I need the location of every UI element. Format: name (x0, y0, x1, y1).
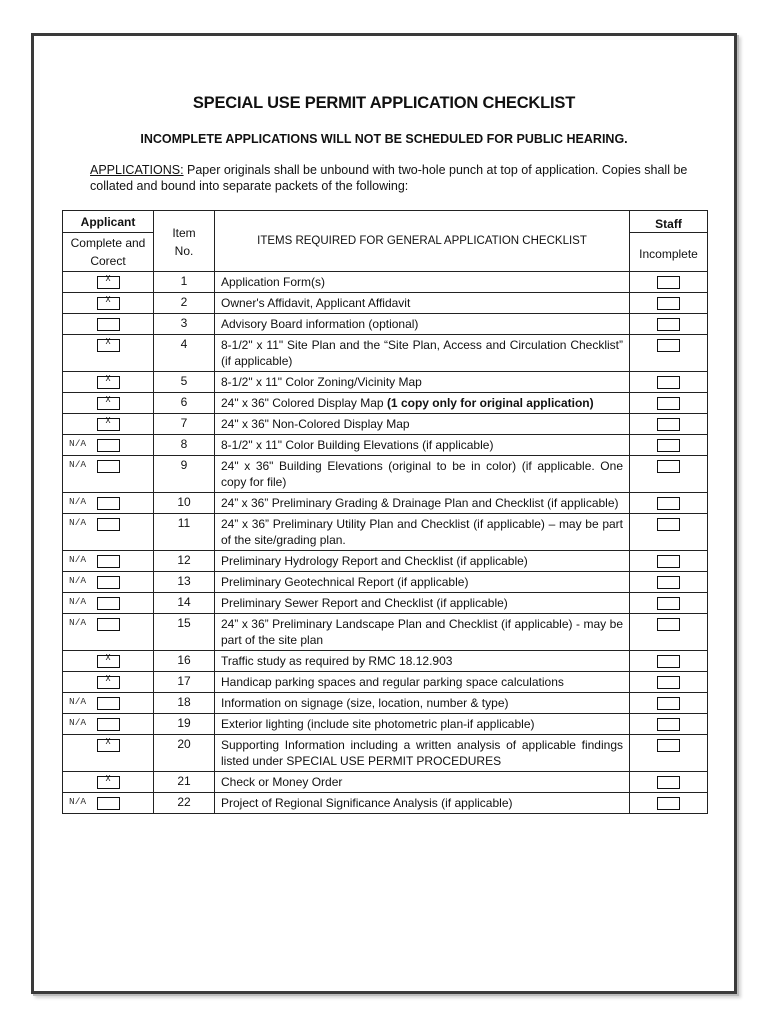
applicant-checkbox[interactable] (97, 376, 120, 389)
item-number: 6 (154, 393, 215, 414)
page-title: SPECIAL USE PERMIT APPLICATION CHECKLIST (192, 94, 576, 112)
staff-incomplete-cell (630, 314, 708, 335)
item-description-emphasis: (1 copy only for original application) (386, 396, 594, 410)
item-description (215, 551, 630, 572)
item-description-text: 8-1/2" x 11" Site Plan and the “Site Plan, Access and Circulation Checklist” (if applicable) (221, 338, 623, 368)
applications-text: Paper originals shall be unbound with two-hole punch at top of application. Copies shall be collated and bound into separate packets of the following: (90, 163, 688, 193)
not-applicable-label: N/A (69, 554, 87, 565)
staff-incomplete-checkbox[interactable] (657, 397, 680, 410)
staff-incomplete-checkbox[interactable] (657, 376, 680, 389)
applicant-checkbox[interactable] (97, 597, 120, 610)
checkbox-x-mark: X (105, 337, 111, 346)
staff-incomplete-cell (630, 651, 708, 672)
applicant-status-cell (63, 614, 154, 651)
header-incomplete: Incomplete (630, 233, 708, 272)
applicant-status-cell (63, 772, 154, 793)
item-number: 11 (154, 514, 215, 551)
staff-incomplete-cell (630, 572, 708, 593)
checkbox-x-mark: X (105, 737, 111, 746)
item-number: 16 (154, 651, 215, 672)
item-description (215, 414, 630, 435)
staff-incomplete-checkbox[interactable] (657, 576, 680, 589)
item-number: 19 (154, 714, 215, 735)
staff-incomplete-checkbox[interactable] (657, 797, 680, 810)
applicant-checkbox[interactable] (97, 739, 120, 752)
staff-incomplete-checkbox[interactable] (657, 318, 680, 331)
item-number: 22 (154, 793, 215, 814)
item-description-text: 8-1/2" x 11" Color Zoning/Vicinity Map (221, 375, 422, 389)
item-number: 10 (154, 493, 215, 514)
applicant-checkbox[interactable] (97, 797, 120, 810)
applicant-status-cell (63, 593, 154, 614)
item-description (215, 335, 630, 372)
item-description (215, 456, 630, 493)
checkbox-x-mark: X (105, 653, 111, 662)
item-description-text: Preliminary Geotechnical Report (if applicable) (221, 575, 469, 589)
item-description-text: Handicap parking spaces and regular parking space calculations (221, 675, 564, 689)
item-number: 17 (154, 672, 215, 693)
item-description (215, 435, 630, 456)
applicant-checkbox[interactable] (97, 697, 120, 710)
item-number: 18 (154, 693, 215, 714)
item-description (215, 372, 630, 393)
item-description-text: Check or Money Order (221, 775, 343, 789)
table-row (63, 735, 708, 772)
not-applicable-label: N/A (69, 596, 87, 607)
applicant-checkbox[interactable] (97, 276, 120, 289)
item-description (215, 514, 630, 551)
applicant-status-cell (63, 493, 154, 514)
staff-incomplete-cell (630, 456, 708, 493)
item-description (215, 735, 630, 772)
item-description-text: Traffic study as required by RMC 18.12.903 (221, 654, 453, 668)
applicant-status-cell (63, 793, 154, 814)
applicant-status-cell (63, 372, 154, 393)
applicant-checkbox[interactable] (97, 676, 120, 689)
applicant-checkbox[interactable] (97, 555, 120, 568)
table-row (63, 414, 708, 435)
item-description-text: 24” x 36” Preliminary Grading & Drainage Plan and Checklist (if applicable) (221, 496, 619, 510)
table-row (63, 651, 708, 672)
applicant-status-cell (63, 435, 154, 456)
table-row (63, 714, 708, 735)
item-description-text: Advisory Board information (optional) (221, 317, 419, 331)
applicant-checkbox[interactable] (97, 397, 120, 410)
applicant-checkbox[interactable] (97, 297, 120, 310)
checkbox-x-mark: X (105, 374, 111, 383)
staff-incomplete-cell (630, 551, 708, 572)
not-applicable-label: N/A (69, 617, 87, 628)
staff-incomplete-checkbox[interactable] (657, 597, 680, 610)
table-row (63, 272, 708, 293)
staff-incomplete-cell (630, 435, 708, 456)
staff-incomplete-cell (630, 414, 708, 435)
header-complete-correct-label: Complete and Corect (70, 236, 146, 268)
item-description-text: Preliminary Hydrology Report and Checklist (if applicable) (221, 554, 528, 568)
staff-incomplete-cell (630, 614, 708, 651)
table-row (63, 435, 708, 456)
applicant-checkbox[interactable] (97, 318, 120, 331)
header-staff: Staff (630, 211, 708, 233)
staff-incomplete-checkbox[interactable] (657, 497, 680, 510)
staff-incomplete-cell (630, 335, 708, 372)
applicant-status-cell (63, 314, 154, 335)
applications-label: APPLICATIONS: (90, 163, 184, 177)
checkbox-x-mark: X (105, 295, 111, 304)
staff-incomplete-checkbox[interactable] (657, 697, 680, 710)
applicant-status-cell (63, 672, 154, 693)
applications-paragraph (90, 162, 690, 194)
applicant-status-cell (63, 293, 154, 314)
item-description-text: 8-1/2" x 11" Color Building Elevations (if applicable) (221, 438, 494, 452)
staff-incomplete-checkbox[interactable] (657, 297, 680, 310)
applicant-checkbox[interactable] (97, 439, 120, 452)
applicant-checkbox[interactable] (97, 418, 120, 431)
checkbox-x-mark: X (105, 274, 111, 283)
table-row (63, 456, 708, 493)
item-description-text: Exterior lighting (include site photometric plan-if applicable) (221, 717, 535, 731)
header-items-required: ITEMS REQUIRED FOR GENERAL APPLICATION CHECKLIST (215, 211, 630, 272)
staff-incomplete-checkbox[interactable] (657, 618, 680, 631)
checklist-table (62, 210, 708, 814)
not-applicable-label: N/A (69, 459, 87, 470)
applicant-status-cell (63, 651, 154, 672)
header-complete-correct (63, 233, 154, 272)
item-description-text: 24" x 36" Building Elevations (original to be in color) (if applicable. One copy for file) (221, 459, 623, 489)
applicant-status-cell (63, 393, 154, 414)
checkbox-x-mark: X (105, 674, 111, 683)
checkbox-x-mark: X (105, 416, 111, 425)
staff-incomplete-cell (630, 514, 708, 551)
item-number: 12 (154, 551, 215, 572)
item-description-text: 24” x 36” Preliminary Landscape Plan and Checklist (if applicable) - may be part of the site plan (221, 617, 623, 647)
applicant-checkbox[interactable] (97, 776, 120, 789)
item-description (215, 314, 630, 335)
item-description (215, 614, 630, 651)
item-number: 5 (154, 372, 215, 393)
item-description-text: 24" x 36" Non-Colored Display Map (221, 417, 410, 431)
staff-incomplete-cell (630, 693, 708, 714)
header-item-no-label: Item No. (172, 226, 196, 258)
not-applicable-label: N/A (69, 517, 87, 528)
staff-incomplete-checkbox[interactable] (657, 460, 680, 473)
table-row (63, 393, 708, 414)
staff-incomplete-checkbox[interactable] (657, 276, 680, 289)
applicant-checkbox[interactable] (97, 497, 120, 510)
header-item-no (154, 211, 215, 272)
item-number: 7 (154, 414, 215, 435)
applicant-checkbox[interactable] (97, 518, 120, 531)
item-description (215, 772, 630, 793)
checkbox-x-mark: X (105, 774, 111, 783)
applicant-status-cell (63, 714, 154, 735)
staff-incomplete-cell (630, 272, 708, 293)
item-description-text: Information on signage (size, location, number & type) (221, 696, 509, 710)
page-subtitle: INCOMPLETE APPLICATIONS WILL NOT BE SCHEDULED FOR PUBLIC HEARING. (140, 132, 628, 146)
item-number: 4 (154, 335, 215, 372)
item-description (215, 393, 630, 414)
applicant-checkbox[interactable] (97, 618, 120, 631)
staff-incomplete-cell (630, 772, 708, 793)
applicant-status-cell (63, 735, 154, 772)
applicant-checkbox[interactable] (97, 460, 120, 473)
applicant-checkbox[interactable] (97, 339, 120, 352)
item-description-text: 24" x 36" Colored Display Map (221, 396, 387, 410)
staff-incomplete-checkbox[interactable] (657, 418, 680, 431)
item-number: 13 (154, 572, 215, 593)
item-number: 2 (154, 293, 215, 314)
staff-incomplete-checkbox[interactable] (657, 518, 680, 531)
applicant-status-cell (63, 272, 154, 293)
item-number: 3 (154, 314, 215, 335)
item-description-text: Project of Regional Significance Analysis (if applicable) (221, 796, 513, 810)
item-description (215, 272, 630, 293)
table-row (63, 614, 708, 651)
item-description-text: Owner's Affidavit, Applicant Affidavit (221, 296, 411, 310)
applicant-checkbox[interactable] (97, 655, 120, 668)
item-number: 15 (154, 614, 215, 651)
applicant-status-cell (63, 551, 154, 572)
applicant-status-cell (63, 572, 154, 593)
table-row (63, 693, 708, 714)
table-row (63, 672, 708, 693)
item-description (215, 693, 630, 714)
applicant-status-cell (63, 335, 154, 372)
staff-incomplete-checkbox[interactable] (657, 339, 680, 352)
staff-incomplete-cell (630, 793, 708, 814)
applicant-checkbox[interactable] (97, 576, 120, 589)
applicant-status-cell (63, 456, 154, 493)
table-row (63, 493, 708, 514)
staff-incomplete-cell (630, 393, 708, 414)
staff-incomplete-cell (630, 735, 708, 772)
document-page (31, 33, 737, 994)
item-description-text: Application Form(s) (221, 275, 326, 289)
item-description (215, 793, 630, 814)
staff-incomplete-checkbox[interactable] (657, 718, 680, 731)
not-applicable-label: N/A (69, 438, 87, 449)
table-row (63, 335, 708, 372)
staff-incomplete-cell (630, 372, 708, 393)
staff-incomplete-cell (630, 593, 708, 614)
item-number: 9 (154, 456, 215, 493)
applicant-status-cell (63, 693, 154, 714)
item-description (215, 672, 630, 693)
item-description (215, 293, 630, 314)
item-number: 21 (154, 772, 215, 793)
table-row (63, 593, 708, 614)
item-description (215, 651, 630, 672)
item-description-text: Preliminary Sewer Report and Checklist (if applicable) (221, 596, 508, 610)
not-applicable-label: N/A (69, 696, 87, 707)
staff-incomplete-checkbox[interactable] (657, 739, 680, 752)
table-row (63, 293, 708, 314)
not-applicable-label: N/A (69, 496, 87, 507)
staff-incomplete-checkbox[interactable] (657, 655, 680, 668)
item-number: 1 (154, 272, 215, 293)
item-number: 20 (154, 735, 215, 772)
table-row (63, 551, 708, 572)
item-description (215, 593, 630, 614)
checklist-rows (63, 272, 708, 814)
not-applicable-label: N/A (69, 717, 87, 728)
item-description (215, 572, 630, 593)
header-applicant: Applicant (63, 211, 154, 233)
item-number: 8 (154, 435, 215, 456)
staff-incomplete-cell (630, 493, 708, 514)
table-row (63, 572, 708, 593)
applicant-status-cell (63, 514, 154, 551)
table-row (63, 314, 708, 335)
not-applicable-label: N/A (69, 575, 87, 586)
item-description (215, 714, 630, 735)
staff-incomplete-cell (630, 672, 708, 693)
applicant-status-cell (63, 414, 154, 435)
applicant-checkbox[interactable] (97, 718, 120, 731)
table-row (63, 372, 708, 393)
staff-incomplete-cell (630, 714, 708, 735)
item-description-text: Supporting Information including a written analysis of applicable findings listed under SPECIAL USE PERMIT PROCEDURES (221, 738, 623, 768)
item-number: 14 (154, 593, 215, 614)
staff-incomplete-checkbox[interactable] (657, 439, 680, 452)
checkbox-x-mark: X (105, 395, 111, 404)
table-row (63, 514, 708, 551)
not-applicable-label: N/A (69, 796, 87, 807)
item-description (215, 493, 630, 514)
staff-incomplete-checkbox[interactable] (657, 676, 680, 689)
item-description-text: 24” x 36” Preliminary Utility Plan and Checklist (if applicable) – may be part of the site/grading plan. (221, 517, 623, 547)
staff-incomplete-cell (630, 293, 708, 314)
staff-incomplete-checkbox[interactable] (657, 776, 680, 789)
table-row (63, 793, 708, 814)
staff-incomplete-checkbox[interactable] (657, 555, 680, 568)
table-row (63, 772, 708, 793)
